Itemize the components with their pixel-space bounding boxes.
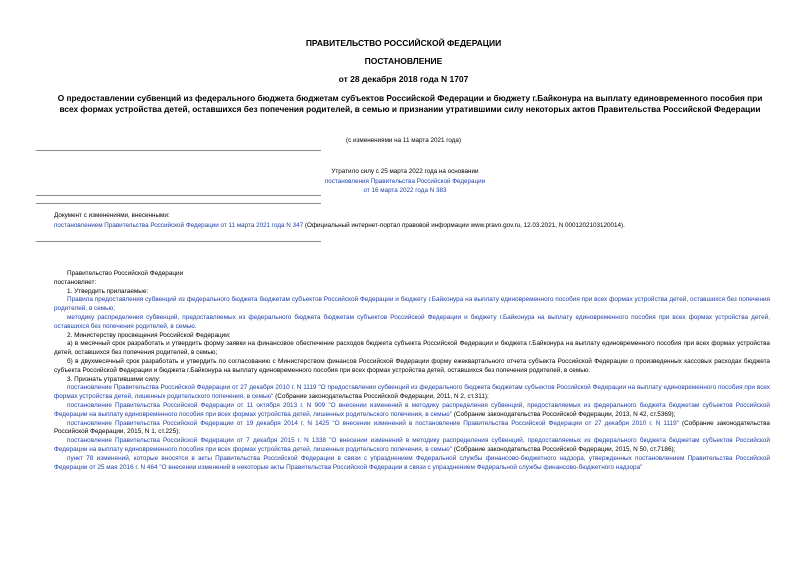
item-2: 2. Министерству просвещения Российской Федерации: (67, 331, 231, 339)
body-preamble: Правительство Российской Федерации (67, 270, 184, 277)
repeal-notice (290, 167, 520, 196)
item-2b: б) в двухмесячный срок разработать и утвердить по согласованию с Министерством финансов Российской Федерации форму ежеквартального отчета субъекта Российской Федерации о произведенных кассовых расходах бюджета субъекта Российской Федерации и бюджета г.Байконура на выплату единовременного пособия при всех формах устройства детей, оставшихся без попечения родителей, в семью. (54, 357, 770, 374)
changes-label: Документ с изменениями, внесенными: (54, 212, 170, 219)
item-3d-source: (Собрание законодательства Российской Федерации, 2015, N 50, ст.7186); (451, 445, 676, 453)
repeal-link-2[interactable]: от 16 марта 2022 года N 383 (363, 187, 447, 194)
item-3a (54, 384, 770, 402)
item-3e-link[interactable]: пункт 78 изменений, которые вносятся в акты Правительства Российской Федерации в связи с упразднением Федеральной службы финансово-бюджетного надзора, утвержденных постановлением Правительства Российской Федерации от 25 мая 2016 г. N 464 "О внесении изменений в некоторые акты Правительства Российской Федерации в связи с упразднением Федеральной службы финансово-бюджетного надзора" (54, 454, 770, 471)
item-1b-link[interactable]: методику распределения субвенций, предоставляемых из федерального бюджета бюджетам субъектов Российской Федерации и бюджету г.Байконура на выплату единовременного пособия при всех формах устройства детей, оставшихся без попечения родителей, в семью. (54, 313, 770, 330)
item-3b-source: (Собрание законодательства Российской Федерации, 2013, N 42, ст.5369); (451, 410, 676, 418)
divider (36, 195, 321, 196)
document-date-number: от 28 декабря 2018 года N 1707 (338, 74, 469, 84)
changes-source: (Официальный интернет-портал правовой информации www.pravo.gov.ru, 12.03.2021, N 0001202103120014). (303, 222, 625, 229)
document-body (54, 270, 770, 472)
changes-link[interactable]: постановлением Правительства Российской Федерации от 11 марта 2021 года N 347 (54, 222, 304, 229)
item-2a: а) в месячный срок разработать и утвердить форму заявки на финансовое обеспечение расходов бюджета субъекта Российской Федерации и бюджета г.Байконура на выплату единовременного пособия при всех формах устройства детей, оставшихся без попечения родителей, в семью; (54, 340, 770, 357)
item-3c-source: (Собрание законодательства Российской Федерации, 2015, N 1, ст.225); (54, 419, 770, 436)
item-3d-link[interactable]: постановление Правительства Российской Федерации от 7 декабря 2015 г. N 1338 "О внесении изменений в методику распределения субвенций, предоставляемых из федерального бюджета бюджетам субъектов Российской Федерации на выплату единовременного пособия при всех формах устройства детей, лишенных родительского попечения, в семью" (54, 437, 770, 453)
changes-block (54, 211, 770, 231)
document-title: О предоставлении субвенций из федерального бюджета бюджетам субъектов Российской Федерации и бюджету г.Байконура на выплату единовременного пособия при всех формах устройства детей, оставшихся без попечения родителей, в семью и признании утратившими силу некоторых актов Правительства Российской Федерации (57, 93, 763, 114)
divider (36, 150, 321, 151)
item-3a-source: (Собрание законодательства Российской Федерации, 2011, N 2, ст.311); (273, 393, 489, 401)
item-3d (54, 437, 770, 455)
document-type: ПОСТАНОВЛЕНИЕ (364, 56, 443, 66)
item-3: 3. Признать утратившими силу: (67, 375, 161, 383)
divider (36, 241, 321, 242)
item-3b (54, 402, 770, 420)
edition-note: (с изменениями на 11 марта 2021 года) (345, 137, 462, 144)
item-1a-link[interactable]: Правила предоставления субвенций из федерального бюджета бюджетам субъектов Российской Федерации и бюджету г.Байконура на выплату единовременного пособия при всех формах устройства детей, оставшихся без попечения родителей, в семью; (54, 296, 770, 313)
item-3c-link[interactable]: постановление Правительства Российской Федерации от 19 декабря 2014 г. N 1425 "О внесении изменений в постановление Правительства Российской Федерации от 27 декабря 2010 г. N 1119" (67, 419, 679, 427)
repeal-text: Утратило силу с 25 марта 2022 года на основании (331, 168, 479, 175)
divider (36, 203, 321, 204)
item-3a-link[interactable]: постановление Правительства Российской Федерации от 27 декабря 2010 г. N 1119 "О предоставлении субвенций из федерального бюджета бюджетам субъектов Российской Федерации на выплату единовременного пособия при всех формах устройства детей, лишенных родительского попечения, в семью" (54, 384, 770, 401)
item-3b-link[interactable]: постановление Правительства Российской Федерации от 11 октября 2013 г. N 909 "О внесении изменений в методику распределения субвенций, предоставляемых из федерального бюджета бюджетам субъектов Российской Федерации на выплату единовременного пособия при всех формах устройства детей, лишенных родительского попечения, в семью" (54, 401, 770, 418)
repeal-link-1[interactable]: постановления Правительства Российской Федерации (324, 177, 486, 185)
item-3c (54, 420, 770, 438)
body-resolve: постановляет: (54, 278, 97, 286)
issuer-heading: ПРАВИТЕЛЬСТВО РОССИЙСКОЙ ФЕДЕРАЦИИ (305, 38, 502, 48)
item-3e (54, 455, 770, 473)
changes-line (54, 221, 770, 231)
item-1: 1. Утвердить прилагаемые: (67, 287, 149, 295)
